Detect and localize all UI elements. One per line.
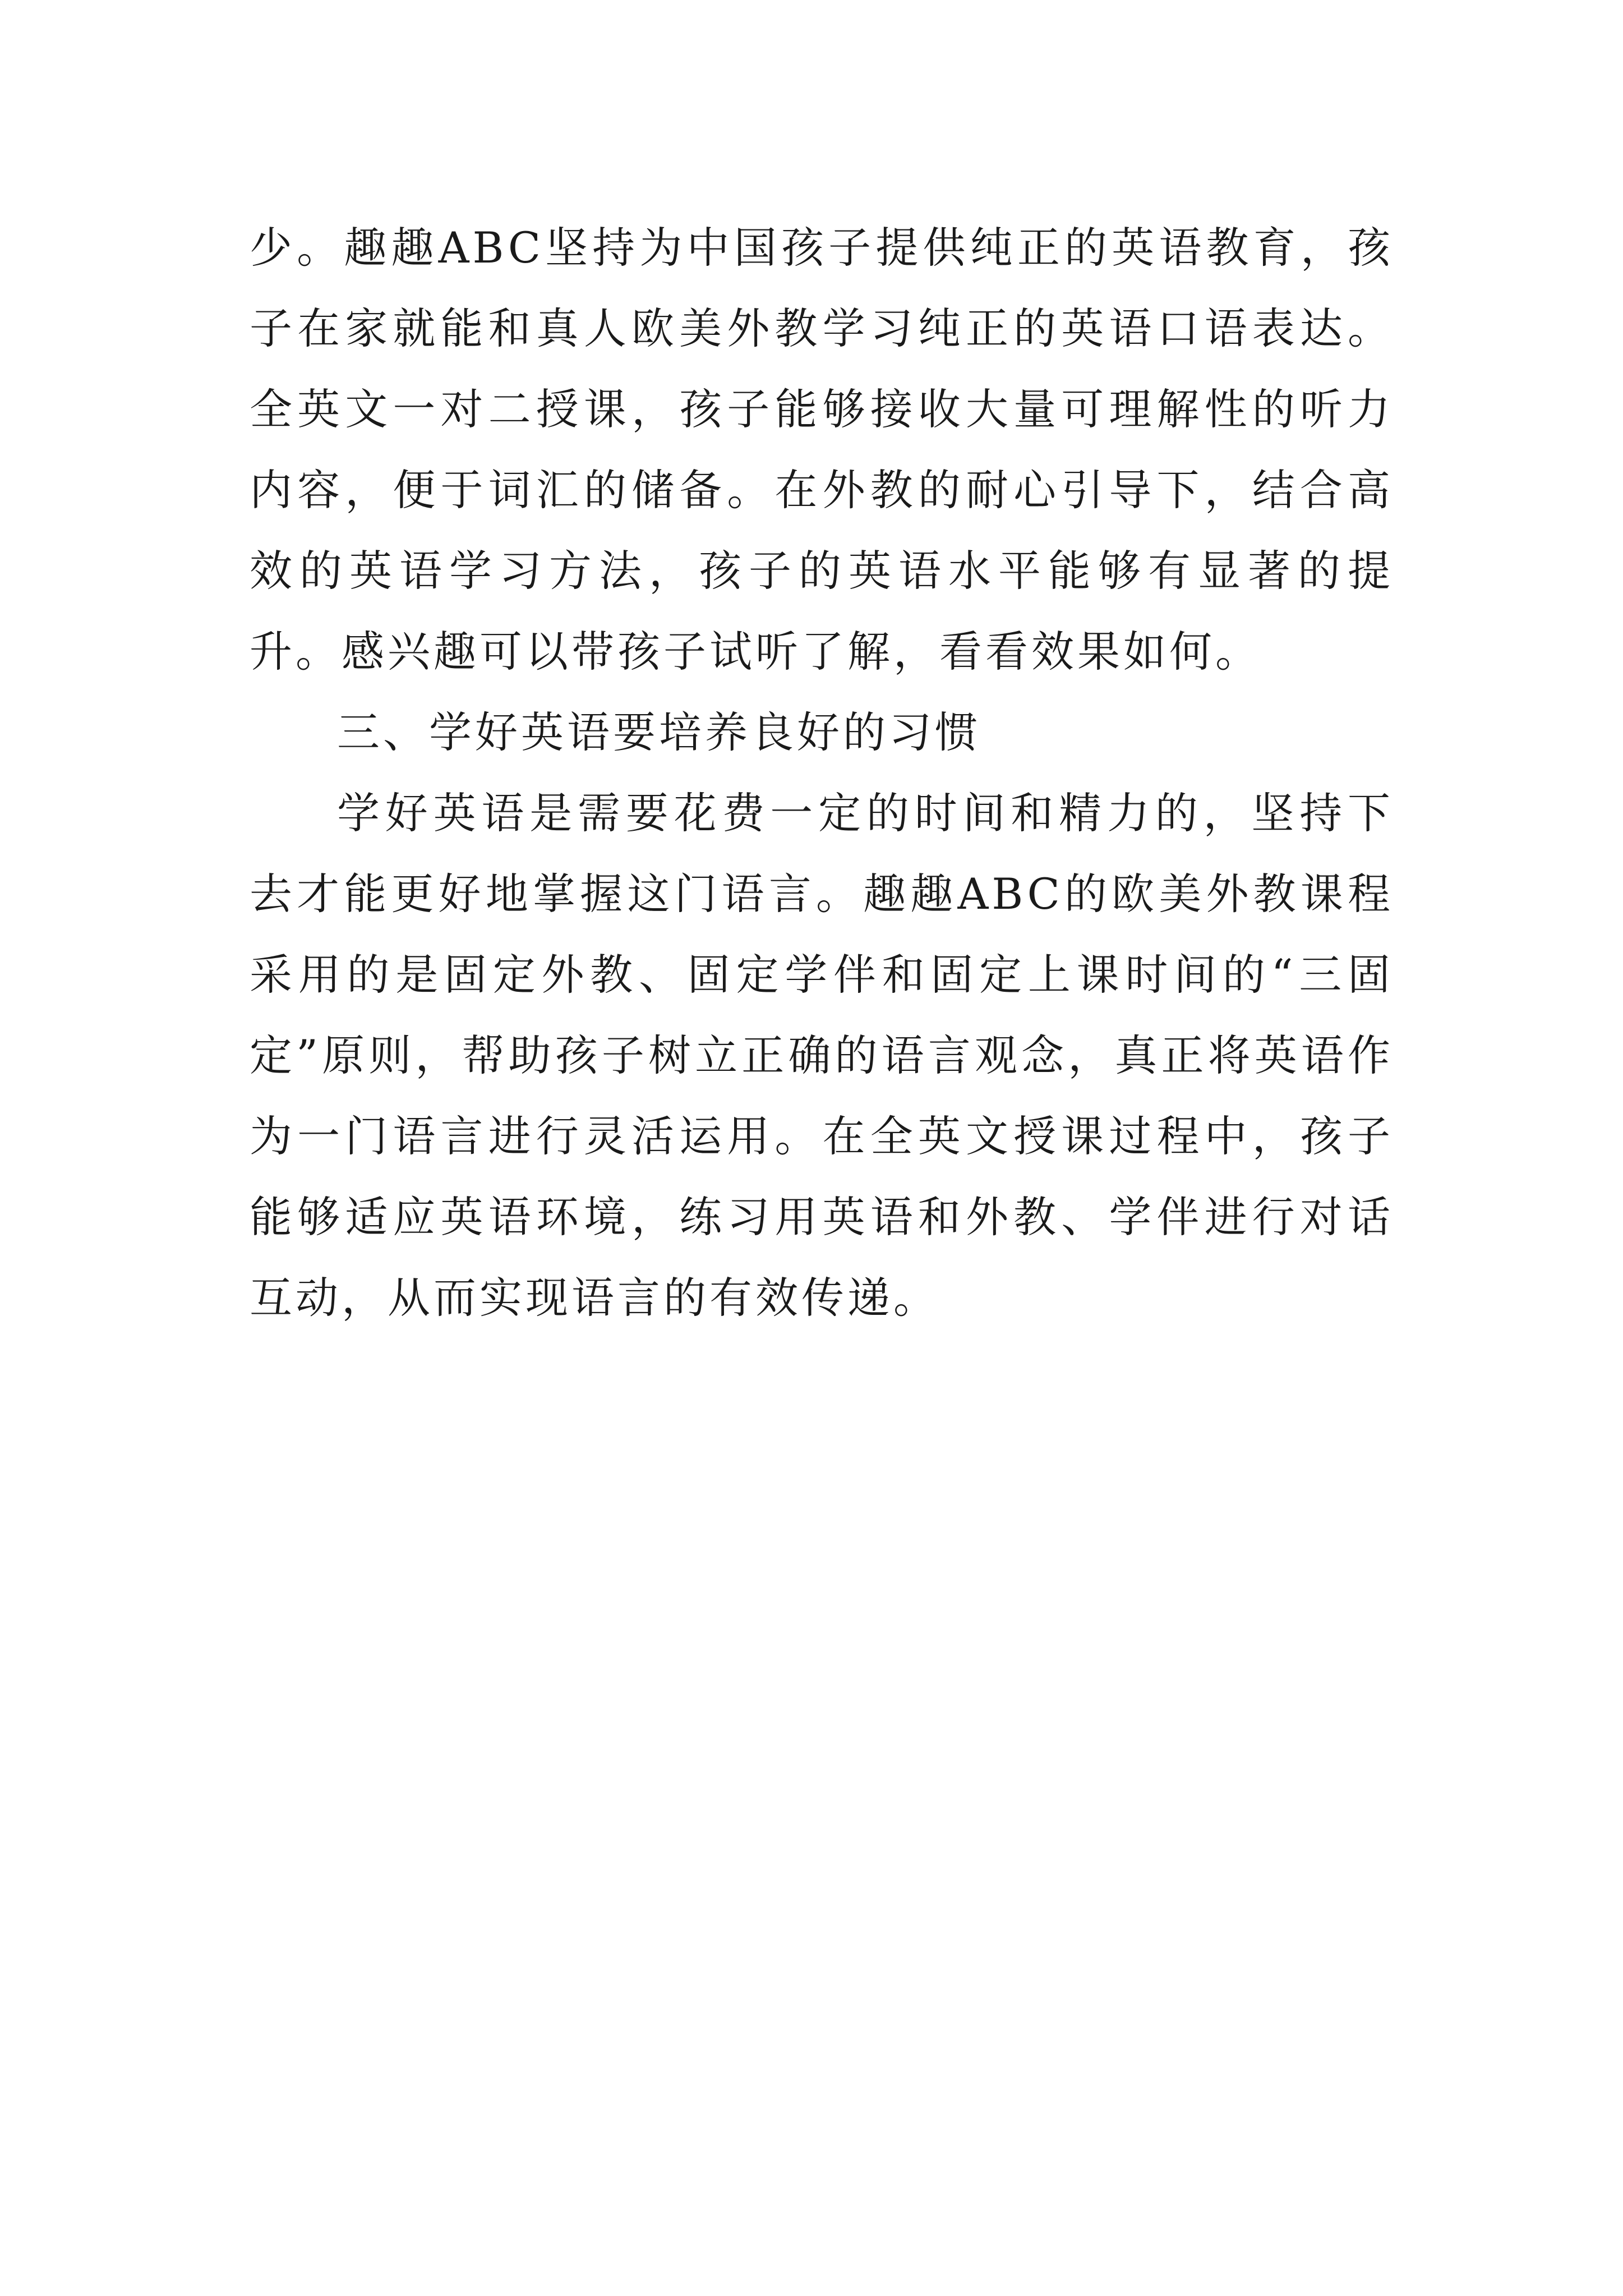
paragraph-habits: 学好英语是需要花费一定的时间和精力的，坚持下去才能更好地掌握这门语言。趣趣ABC的欧美外教课程采用的是固定外教、固定学伴和固定上课时间的“三固定”原则，帮助孩子树立正确的语言观念，真正将英语作为一门语言进行灵活运用。在全英文授课过程中，孩子能够适应英语环境，练习用英语和外教、学伴进行对话互动，从而实现语言的有效传递。 bbox=[250, 788, 1394, 1323]
paragraph-continuation: 少。趣趣ABC坚持为中国孩子提供纯正的英语教育，孩子在家就能和真人欧美外教学习纯正的英语口语表达。全英文一对二授课，孩子能够接收大量可理解性的听力内容，便于词汇的储备。在外教的耐心引导下，结合高效的英语学习方法，孩子的英语水平能够有显著的提升。感兴趣可以带孩子试听了解，看看效果如何。 bbox=[250, 223, 1394, 677]
section-heading: 三、学好英语要培养良好的习惯 bbox=[337, 707, 981, 757]
body-text bbox=[250, 208, 1394, 1338]
